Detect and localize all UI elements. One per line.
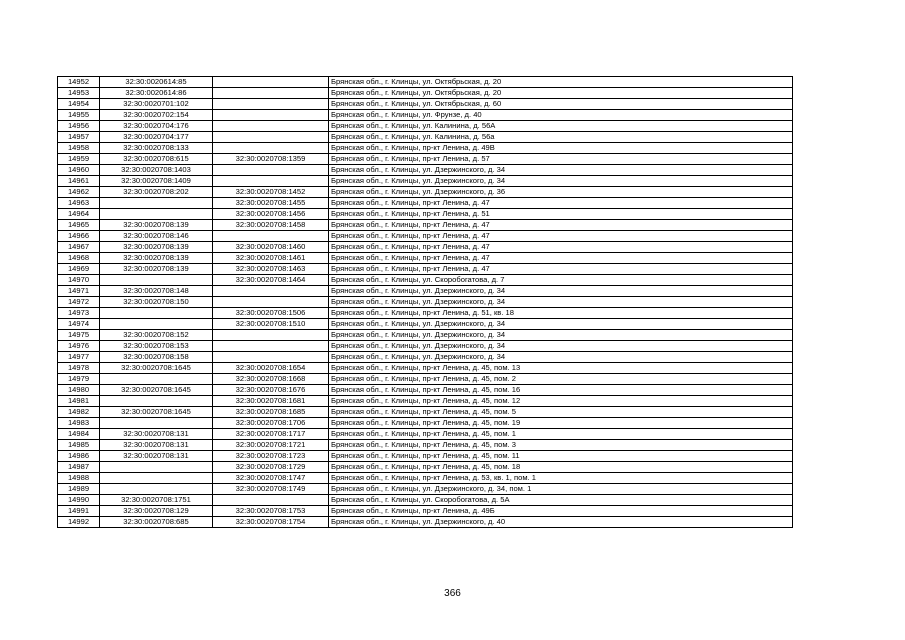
- cadastral-number-cell: 32:30:0020708:1645: [100, 407, 213, 418]
- cadastral-number-cell: 32:30:0020708:148: [100, 286, 213, 297]
- row-number-cell: 14969: [58, 264, 100, 275]
- row-number-cell: 14968: [58, 253, 100, 264]
- linked-cadastral-number-cell: 32:30:0020708:1717: [213, 429, 329, 440]
- linked-cadastral-number-cell: [213, 495, 329, 506]
- address-cell: Брянская обл., г. Клинцы, пр-кт Ленина, д. 45, пом. 11: [329, 451, 793, 462]
- cadastral-number-cell: 32:30:0020708:129: [100, 506, 213, 517]
- linked-cadastral-number-cell: 32:30:0020708:1668: [213, 374, 329, 385]
- row-number-cell: 14967: [58, 242, 100, 253]
- row-number-cell: 14985: [58, 440, 100, 451]
- cadastral-number-cell: [100, 462, 213, 473]
- linked-cadastral-number-cell: [213, 99, 329, 110]
- table-row: [58, 220, 793, 231]
- cadastral-number-cell: 32:30:0020708:150: [100, 297, 213, 308]
- table-row: [58, 154, 793, 165]
- cadastral-number-cell: 32:30:0020708:153: [100, 341, 213, 352]
- table-row: [58, 242, 793, 253]
- address-cell: Брянская обл., г. Клинцы, пр-кт Ленина, д. 45, пом. 2: [329, 374, 793, 385]
- cadastral-number-cell: 32:30:0020614:85: [100, 77, 213, 88]
- linked-cadastral-number-cell: [213, 330, 329, 341]
- address-cell: Брянская обл., г. Клинцы, пр-кт Ленина, д. 45, пом. 12: [329, 396, 793, 407]
- linked-cadastral-number-cell: [213, 121, 329, 132]
- table-row: [58, 132, 793, 143]
- row-number-cell: 14952: [58, 77, 100, 88]
- linked-cadastral-number-cell: 32:30:0020708:1685: [213, 407, 329, 418]
- linked-cadastral-number-cell: [213, 352, 329, 363]
- registry-table-body: [58, 77, 793, 528]
- address-cell: Брянская обл., г. Клинцы, пр-кт Ленина, д. 47: [329, 220, 793, 231]
- row-number-cell: 14965: [58, 220, 100, 231]
- table-row: [58, 264, 793, 275]
- cadastral-number-cell: [100, 374, 213, 385]
- linked-cadastral-number-cell: 32:30:0020708:1654: [213, 363, 329, 374]
- cadastral-number-cell: 32:30:0020708:152: [100, 330, 213, 341]
- address-cell: Брянская обл., г. Клинцы, пр-кт Ленина, д. 53, кв. 1, пом. 1: [329, 473, 793, 484]
- linked-cadastral-number-cell: 32:30:0020708:1706: [213, 418, 329, 429]
- cadastral-number-cell: 32:30:0020708:139: [100, 264, 213, 275]
- table-row: [58, 187, 793, 198]
- table-row: [58, 77, 793, 88]
- address-cell: Брянская обл., г. Клинцы, пр-кт Ленина, д. 45, пом. 19: [329, 418, 793, 429]
- row-number-cell: 14986: [58, 451, 100, 462]
- row-number-cell: 14960: [58, 165, 100, 176]
- linked-cadastral-number-cell: 32:30:0020708:1456: [213, 209, 329, 220]
- table-row: [58, 484, 793, 495]
- table-row: [58, 374, 793, 385]
- table-row: [58, 198, 793, 209]
- table-row: [58, 451, 793, 462]
- table-row: [58, 440, 793, 451]
- address-cell: Брянская обл., г. Клинцы, ул. Скоробогатова, д. 5А: [329, 495, 793, 506]
- table-row: [58, 209, 793, 220]
- row-number-cell: 14966: [58, 231, 100, 242]
- cadastral-registry-table: [57, 76, 793, 528]
- row-number-cell: 14980: [58, 385, 100, 396]
- address-cell: Брянская обл., г. Клинцы, пр-кт Ленина, д. 51: [329, 209, 793, 220]
- page-number: 366: [444, 588, 461, 599]
- table-row: [58, 462, 793, 473]
- table-row: [58, 429, 793, 440]
- address-cell: Брянская обл., г. Клинцы, ул. Дзержинского, д. 34: [329, 330, 793, 341]
- table-row: [58, 110, 793, 121]
- address-cell: Брянская обл., г. Клинцы, пр-кт Ленина, д. 45, пом. 5: [329, 407, 793, 418]
- table-row: [58, 506, 793, 517]
- cadastral-number-cell: [100, 396, 213, 407]
- table-row: [58, 275, 793, 286]
- linked-cadastral-number-cell: [213, 143, 329, 154]
- address-cell: Брянская обл., г. Клинцы, пр-кт Ленина, д. 45, пом. 1: [329, 429, 793, 440]
- table-row: [58, 330, 793, 341]
- table-row: [58, 385, 793, 396]
- cadastral-number-cell: 32:30:0020708:131: [100, 451, 213, 462]
- row-number-cell: 14954: [58, 99, 100, 110]
- row-number-cell: 14982: [58, 407, 100, 418]
- linked-cadastral-number-cell: [213, 297, 329, 308]
- linked-cadastral-number-cell: [213, 176, 329, 187]
- address-cell: Брянская обл., г. Клинцы, пр-кт Ленина, д. 47: [329, 231, 793, 242]
- table-row: [58, 473, 793, 484]
- address-cell: Брянская обл., г. Клинцы, пр-кт Ленина, д. 47: [329, 264, 793, 275]
- address-cell: Брянская обл., г. Клинцы, ул. Калинина, д. 56а: [329, 132, 793, 143]
- row-number-cell: 14959: [58, 154, 100, 165]
- row-number-cell: 14978: [58, 363, 100, 374]
- linked-cadastral-number-cell: 32:30:0020708:1721: [213, 440, 329, 451]
- table-row: [58, 143, 793, 154]
- cadastral-number-cell: [100, 209, 213, 220]
- cadastral-number-cell: [100, 418, 213, 429]
- cadastral-number-cell: 32:30:0020708:131: [100, 429, 213, 440]
- address-cell: Брянская обл., г. Клинцы, ул. Октябрьская, д. 20: [329, 77, 793, 88]
- address-cell: Брянская обл., г. Клинцы, ул. Дзержинского, д. 34: [329, 286, 793, 297]
- cadastral-number-cell: 32:30:0020708:1403: [100, 165, 213, 176]
- table-row: [58, 407, 793, 418]
- table-row: [58, 88, 793, 99]
- row-number-cell: 14972: [58, 297, 100, 308]
- row-number-cell: 14989: [58, 484, 100, 495]
- address-cell: Брянская обл., г. Клинцы, ул. Дзержинского, д. 34: [329, 297, 793, 308]
- address-cell: Брянская обл., г. Клинцы, ул. Калинина, д. 56А: [329, 121, 793, 132]
- cadastral-number-cell: 32:30:0020702:154: [100, 110, 213, 121]
- table-row: [58, 231, 793, 242]
- cadastral-number-cell: 32:30:0020708:685: [100, 517, 213, 528]
- address-cell: Брянская обл., г. Клинцы, пр-кт Ленина, д. 47: [329, 198, 793, 209]
- address-cell: Брянская обл., г. Клинцы, пр-кт Ленина, д. 57: [329, 154, 793, 165]
- linked-cadastral-number-cell: 32:30:0020708:1464: [213, 275, 329, 286]
- cadastral-number-cell: 32:30:0020708:202: [100, 187, 213, 198]
- address-cell: Брянская обл., г. Клинцы, ул. Дзержинского, д. 34: [329, 176, 793, 187]
- address-cell: Брянская обл., г. Клинцы, ул. Дзержинского, д. 34: [329, 352, 793, 363]
- linked-cadastral-number-cell: 32:30:0020708:1676: [213, 385, 329, 396]
- table-row: [58, 253, 793, 264]
- linked-cadastral-number-cell: [213, 88, 329, 99]
- linked-cadastral-number-cell: [213, 110, 329, 121]
- linked-cadastral-number-cell: [213, 132, 329, 143]
- row-number-cell: 14984: [58, 429, 100, 440]
- row-number-cell: 14981: [58, 396, 100, 407]
- linked-cadastral-number-cell: 32:30:0020708:1510: [213, 319, 329, 330]
- cadastral-number-cell: 32:30:0020614:86: [100, 88, 213, 99]
- address-cell: Брянская обл., г. Клинцы, ул. Октябрьская, д. 60: [329, 99, 793, 110]
- address-cell: Брянская обл., г. Клинцы, пр-кт Ленина, д. 45, пом. 16: [329, 385, 793, 396]
- row-number-cell: 14962: [58, 187, 100, 198]
- address-cell: Брянская обл., г. Клинцы, ул. Дзержинского, д. 34, пом. 1: [329, 484, 793, 495]
- cadastral-number-cell: 32:30:0020708:133: [100, 143, 213, 154]
- linked-cadastral-number-cell: 32:30:0020708:1749: [213, 484, 329, 495]
- linked-cadastral-number-cell: [213, 341, 329, 352]
- linked-cadastral-number-cell: [213, 286, 329, 297]
- table-row: [58, 99, 793, 110]
- cadastral-number-cell: 32:30:0020708:139: [100, 253, 213, 264]
- row-number-cell: 14983: [58, 418, 100, 429]
- cadastral-number-cell: 32:30:0020701:102: [100, 99, 213, 110]
- row-number-cell: 14953: [58, 88, 100, 99]
- row-number-cell: 14992: [58, 517, 100, 528]
- linked-cadastral-number-cell: 32:30:0020708:1723: [213, 451, 329, 462]
- address-cell: Брянская обл., г. Клинцы, пр-кт Ленина, д. 49В: [329, 143, 793, 154]
- row-number-cell: 14955: [58, 110, 100, 121]
- linked-cadastral-number-cell: 32:30:0020708:1753: [213, 506, 329, 517]
- table-row: [58, 176, 793, 187]
- address-cell: Брянская обл., г. Клинцы, ул. Дзержинского, д. 34: [329, 319, 793, 330]
- cadastral-number-cell: 32:30:0020708:615: [100, 154, 213, 165]
- table-row: [58, 121, 793, 132]
- address-cell: Брянская обл., г. Клинцы, ул. Дзержинского, д. 34: [329, 165, 793, 176]
- table-row: [58, 517, 793, 528]
- linked-cadastral-number-cell: 32:30:0020708:1458: [213, 220, 329, 231]
- address-cell: Брянская обл., г. Клинцы, ул. Октябрьская, д. 20: [329, 88, 793, 99]
- table-row: [58, 308, 793, 319]
- table-row: [58, 165, 793, 176]
- row-number-cell: 14964: [58, 209, 100, 220]
- cadastral-number-cell: 32:30:0020708:1409: [100, 176, 213, 187]
- linked-cadastral-number-cell: 32:30:0020708:1461: [213, 253, 329, 264]
- cadastral-number-cell: 32:30:0020704:177: [100, 132, 213, 143]
- row-number-cell: 14961: [58, 176, 100, 187]
- table-row: [58, 319, 793, 330]
- address-cell: Брянская обл., г. Клинцы, пр-кт Ленина, д. 49Б: [329, 506, 793, 517]
- address-cell: Брянская обл., г. Клинцы, ул. Дзержинского, д. 34: [329, 341, 793, 352]
- row-number-cell: 14957: [58, 132, 100, 143]
- cadastral-number-cell: [100, 484, 213, 495]
- address-cell: Брянская обл., г. Клинцы, пр-кт Ленина, д. 45, пом. 13: [329, 363, 793, 374]
- row-number-cell: 14963: [58, 198, 100, 209]
- linked-cadastral-number-cell: [213, 231, 329, 242]
- address-cell: Брянская обл., г. Клинцы, пр-кт Ленина, д. 45, пом. 18: [329, 462, 793, 473]
- row-number-cell: 14977: [58, 352, 100, 363]
- address-cell: Брянская обл., г. Клинцы, ул. Дзержинского, д. 40: [329, 517, 793, 528]
- linked-cadastral-number-cell: 32:30:0020708:1747: [213, 473, 329, 484]
- table-row: [58, 396, 793, 407]
- row-number-cell: 14976: [58, 341, 100, 352]
- cadastral-number-cell: 32:30:0020704:176: [100, 121, 213, 132]
- cadastral-number-cell: [100, 198, 213, 209]
- linked-cadastral-number-cell: [213, 77, 329, 88]
- row-number-cell: 14987: [58, 462, 100, 473]
- row-number-cell: 14990: [58, 495, 100, 506]
- cadastral-number-cell: [100, 308, 213, 319]
- address-cell: Брянская обл., г. Клинцы, пр-кт Ленина, д. 47: [329, 253, 793, 264]
- cadastral-number-cell: 32:30:0020708:131: [100, 440, 213, 451]
- row-number-cell: 14991: [58, 506, 100, 517]
- row-number-cell: 14974: [58, 319, 100, 330]
- table-row: [58, 341, 793, 352]
- cadastral-number-cell: [100, 473, 213, 484]
- cadastral-number-cell: 32:30:0020708:1645: [100, 385, 213, 396]
- row-number-cell: 14988: [58, 473, 100, 484]
- table-row: [58, 495, 793, 506]
- table-row: [58, 363, 793, 374]
- cadastral-number-cell: 32:30:0020708:158: [100, 352, 213, 363]
- linked-cadastral-number-cell: 32:30:0020708:1681: [213, 396, 329, 407]
- cadastral-number-cell: [100, 275, 213, 286]
- linked-cadastral-number-cell: 32:30:0020708:1359: [213, 154, 329, 165]
- linked-cadastral-number-cell: 32:30:0020708:1460: [213, 242, 329, 253]
- table-row: [58, 297, 793, 308]
- linked-cadastral-number-cell: 32:30:0020708:1455: [213, 198, 329, 209]
- linked-cadastral-number-cell: 32:30:0020708:1463: [213, 264, 329, 275]
- table-row: [58, 352, 793, 363]
- row-number-cell: 14979: [58, 374, 100, 385]
- table-row: [58, 418, 793, 429]
- cadastral-number-cell: 32:30:0020708:139: [100, 220, 213, 231]
- cadastral-number-cell: 32:30:0020708:1751: [100, 495, 213, 506]
- row-number-cell: 14958: [58, 143, 100, 154]
- linked-cadastral-number-cell: [213, 165, 329, 176]
- cadastral-number-cell: [100, 319, 213, 330]
- row-number-cell: 14971: [58, 286, 100, 297]
- cadastral-number-cell: 32:30:0020708:146: [100, 231, 213, 242]
- linked-cadastral-number-cell: 32:30:0020708:1729: [213, 462, 329, 473]
- address-cell: Брянская обл., г. Клинцы, пр-кт Ленина, д. 45, пом. 3: [329, 440, 793, 451]
- address-cell: Брянская обл., г. Клинцы, ул. Дзержинского, д. 36: [329, 187, 793, 198]
- row-number-cell: 14975: [58, 330, 100, 341]
- address-cell: Брянская обл., г. Клинцы, пр-кт Ленина, д. 47: [329, 242, 793, 253]
- table-row: [58, 286, 793, 297]
- address-cell: Брянская обл., г. Клинцы, ул. Скоробогатова, д. 7: [329, 275, 793, 286]
- row-number-cell: 14973: [58, 308, 100, 319]
- cadastral-number-cell: 32:30:0020708:1645: [100, 363, 213, 374]
- row-number-cell: 14956: [58, 121, 100, 132]
- row-number-cell: 14970: [58, 275, 100, 286]
- address-cell: Брянская обл., г. Клинцы, пр-кт Ленина, д. 51, кв. 18: [329, 308, 793, 319]
- linked-cadastral-number-cell: 32:30:0020708:1506: [213, 308, 329, 319]
- address-cell: Брянская обл., г. Клинцы, ул. Фрунзе, д. 40: [329, 110, 793, 121]
- linked-cadastral-number-cell: 32:30:0020708:1452: [213, 187, 329, 198]
- cadastral-number-cell: 32:30:0020708:139: [100, 242, 213, 253]
- linked-cadastral-number-cell: 32:30:0020708:1754: [213, 517, 329, 528]
